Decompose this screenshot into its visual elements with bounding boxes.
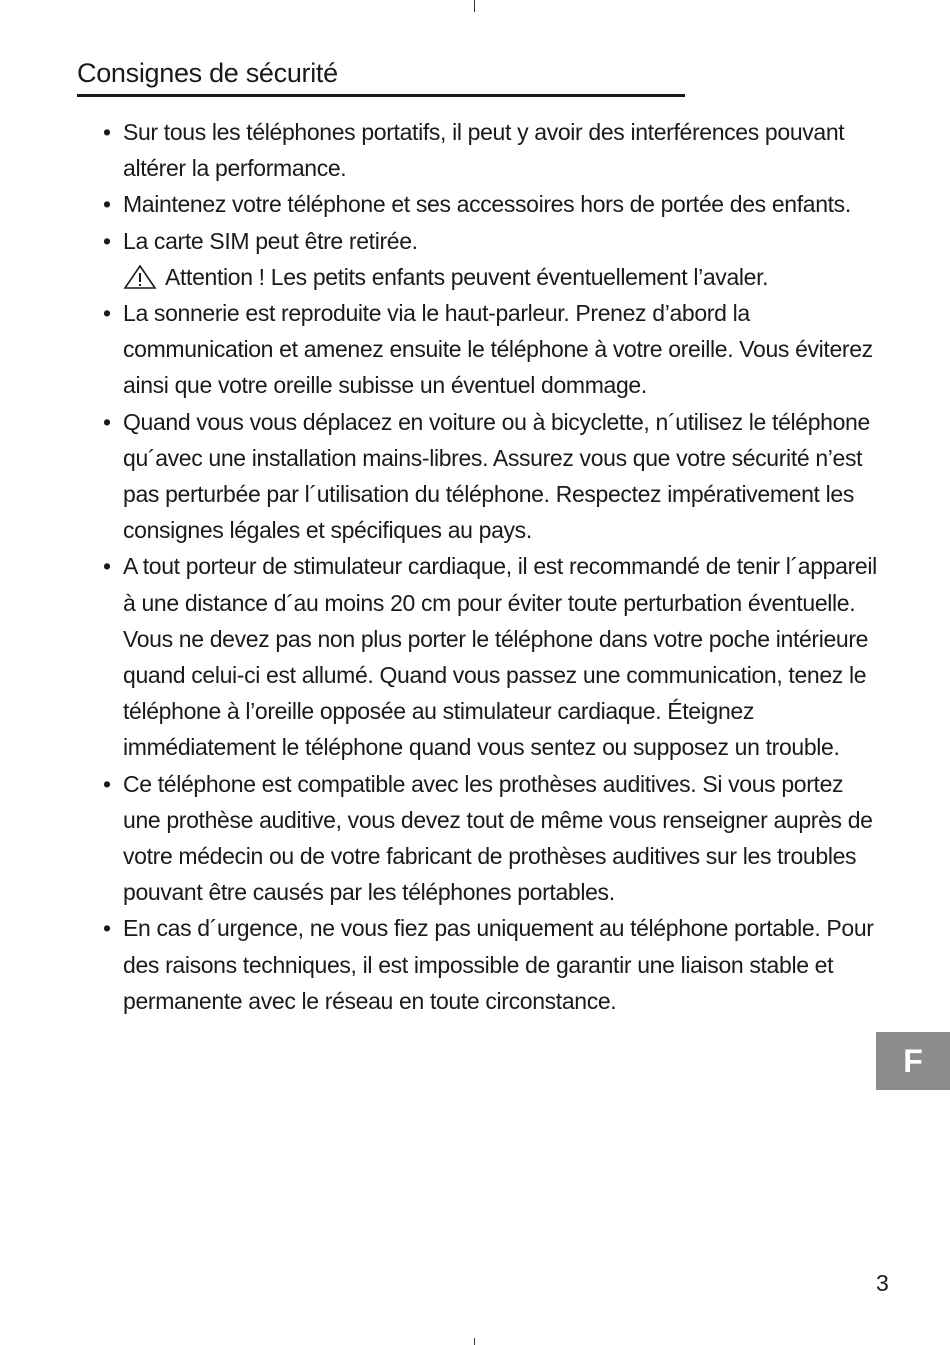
- list-item: [103, 223, 883, 295]
- list-item-text: A tout porteur de stimulateur cardiaque, il est recommandé de tenir l´appareil à une distance d´au moins 20 cm pour éviter toute perturbation éventuelle. Vous ne devez pas non plus porter le téléphone dans votre poche intérieure quand celui-ci est allumé. Quand vous passez une communication, tenez le téléphone à l’oreille opposée au stimulateur cardiaque. Éteignez immédiatement le téléphone quand vous sentez ou supposez un trouble.: [123, 553, 877, 761]
- list-item: [103, 404, 883, 549]
- bullet-dot: •: [103, 191, 111, 218]
- bullet-dot: •: [103, 119, 111, 145]
- list-item-text: La sonnerie est reproduite via le haut-parleur. Prenez d’abord la communication et amenez ensuite le téléphone à votre oreille. Vous éviterez ainsi que votre oreille subisse un éventuel dommage.: [123, 300, 873, 399]
- list-item: [103, 114, 883, 186]
- bullet-dot: •: [103, 770, 111, 797]
- list-item-text: Maintenez votre téléphone et ses accessoires hors de portée des enfants.: [123, 191, 851, 218]
- list-item-text: Quand vous vous déplacez en voiture ou à bicyclette, n´utilisez le téléphone qu´avec une installation mains-libres. Assurez vous que votre sécurité n’est pas perturbée par l´utilisation du téléphone. Respectez impérativement les consignes légales et spécifiques au pays.: [123, 408, 870, 544]
- warning-text: Attention ! Les petits enfants peuvent éventuellement l’avaler.: [165, 263, 769, 290]
- list-item-text: La carte SIM peut être retirée.: [123, 227, 418, 254]
- crop-mark-bottom: [474, 1338, 475, 1345]
- bullet-dot: •: [103, 227, 111, 254]
- page-number: 3: [876, 1270, 889, 1296]
- list-item-text: Ce téléphone est compatible avec les prothèses auditives. Si vous portez une prothèse auditive, vous devez tout de même vous renseigner auprès de votre médecin ou de votre fabricant de prothèses auditives sur les troubles pouvant être causés par les téléphones portables.: [123, 770, 873, 906]
- bullet-dot: •: [103, 553, 111, 580]
- list-item: [103, 910, 883, 1019]
- list-item: [103, 186, 883, 222]
- list-item: [103, 295, 883, 404]
- warning-triangle-icon: [123, 264, 157, 290]
- list-item-text: Sur tous les téléphones portatifs, il peut y avoir des interférences pouvant altérer la performance.: [123, 119, 845, 182]
- bullet-dot: •: [103, 915, 111, 942]
- language-tab: F: [876, 1032, 950, 1090]
- list-item: [103, 766, 883, 911]
- bullet-dot: •: [103, 408, 111, 435]
- warning-note: [103, 259, 883, 295]
- safety-list: [103, 114, 883, 1019]
- bullet-dot: •: [103, 300, 111, 327]
- list-item-text: En cas d´urgence, ne vous fiez pas uniquement au téléphone portable. Pour des raisons techniques, il est impossible de garantir une liaison stable et permanente avec le réseau en toute circonstance.: [123, 915, 874, 1014]
- section-title: Consignes de sécurité: [77, 56, 685, 97]
- crop-mark-top: [474, 0, 475, 12]
- list-item: [103, 548, 883, 765]
